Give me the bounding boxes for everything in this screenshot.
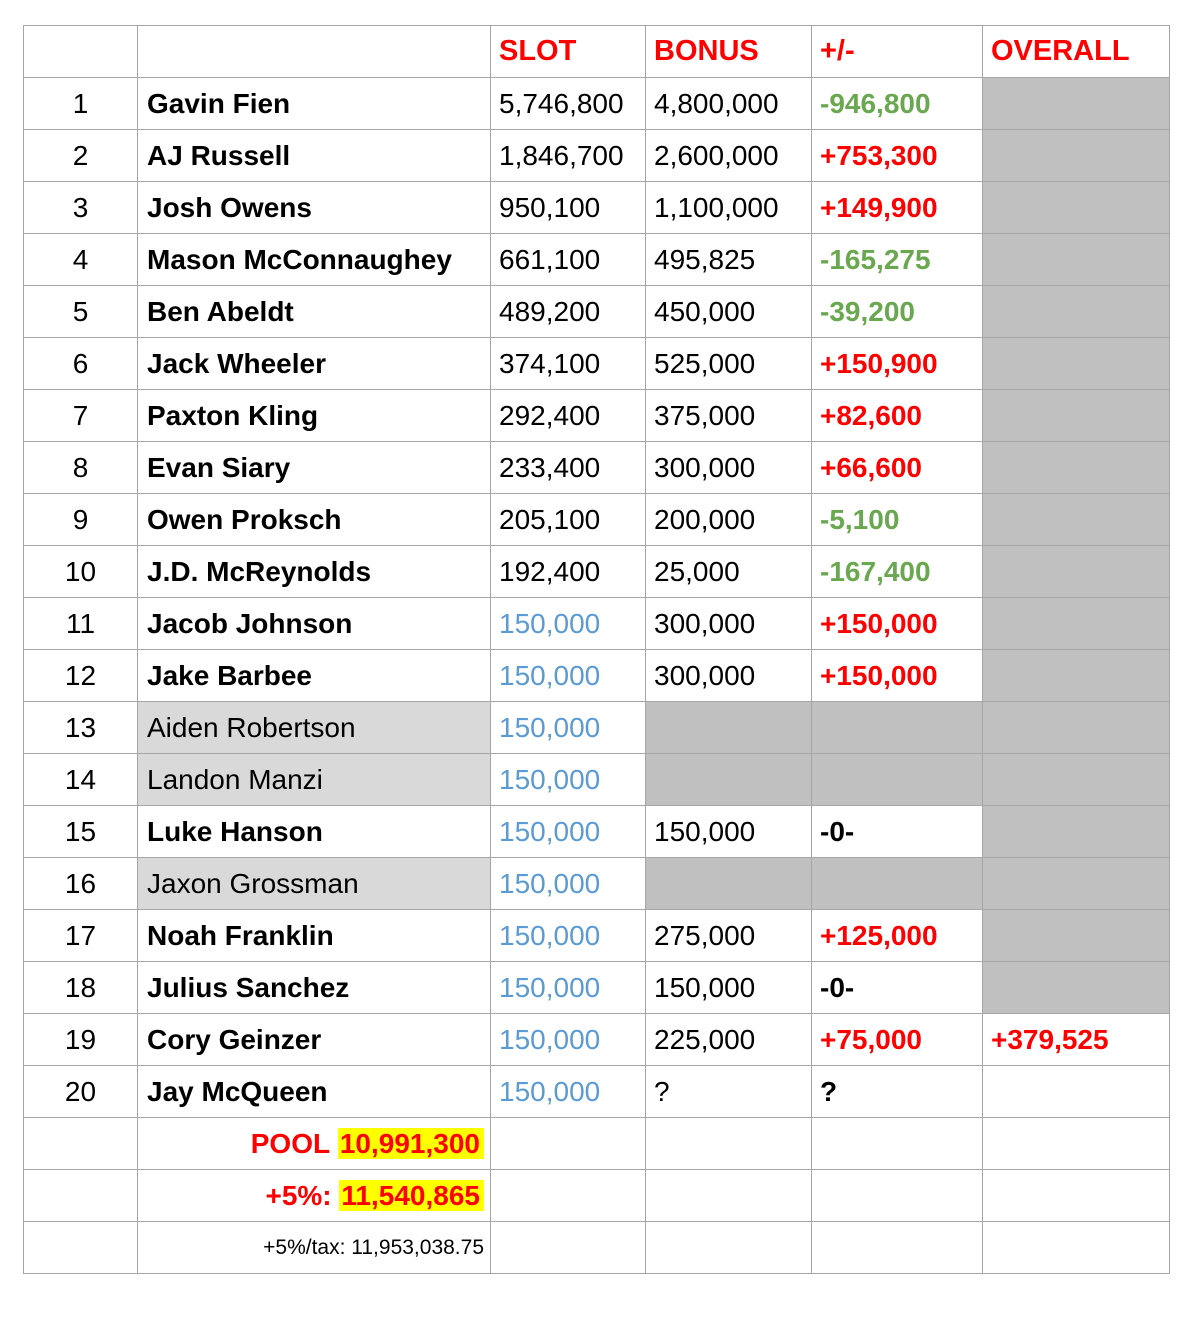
- diff-value: [812, 754, 983, 806]
- player-name: Paxton Kling: [138, 390, 491, 442]
- player-name: Mason McConnaughey: [138, 234, 491, 286]
- pick-number: 2: [24, 130, 138, 182]
- summary-blank: [812, 1222, 983, 1274]
- player-name: Julius Sanchez: [138, 962, 491, 1014]
- slot-value: 205,100: [491, 494, 646, 546]
- overall-value: [983, 962, 1170, 1014]
- slot-value: 150,000: [491, 702, 646, 754]
- bonus-value: [646, 754, 812, 806]
- diff-value: -165,275: [812, 234, 983, 286]
- overall-value: [983, 494, 1170, 546]
- player-name: Jake Barbee: [138, 650, 491, 702]
- overall-value: [983, 78, 1170, 130]
- slot-value: 150,000: [491, 754, 646, 806]
- pick-number: 7: [24, 390, 138, 442]
- pick-number: 5: [24, 286, 138, 338]
- player-name: J.D. McReynolds: [138, 546, 491, 598]
- bonus-value: 4,800,000: [646, 78, 812, 130]
- slot-value: 661,100: [491, 234, 646, 286]
- header-pick: [24, 26, 138, 78]
- pick-number: 13: [24, 702, 138, 754]
- diff-value: +150,900: [812, 338, 983, 390]
- table-row: [24, 286, 1170, 338]
- diff-value: +66,600: [812, 442, 983, 494]
- slot-value: 374,100: [491, 338, 646, 390]
- summary-blank: [983, 1170, 1170, 1222]
- pool-label: POOL: [250, 1127, 331, 1159]
- diff-value: -946,800: [812, 78, 983, 130]
- table-row: [24, 702, 1170, 754]
- bonus-value: 300,000: [646, 598, 812, 650]
- overall-value: [983, 390, 1170, 442]
- player-name: Noah Franklin: [138, 910, 491, 962]
- table-row: [24, 910, 1170, 962]
- header-diff: +/-: [812, 26, 983, 78]
- overall-value: [983, 598, 1170, 650]
- table-row: [24, 806, 1170, 858]
- overall-value: [983, 130, 1170, 182]
- summary-blank: [812, 1118, 983, 1170]
- overall-value: [983, 234, 1170, 286]
- diff-value: +75,000: [812, 1014, 983, 1066]
- diff-value: [812, 702, 983, 754]
- player-name: Ben Abeldt: [138, 286, 491, 338]
- slot-value: 150,000: [491, 1014, 646, 1066]
- summary-blank: [491, 1170, 646, 1222]
- pick-number: 14: [24, 754, 138, 806]
- bonus-value: 450,000: [646, 286, 812, 338]
- table-row: [24, 858, 1170, 910]
- diff-value: -0-: [812, 806, 983, 858]
- pick-number: 15: [24, 806, 138, 858]
- overall-value: [983, 858, 1170, 910]
- bonus-value: 225,000: [646, 1014, 812, 1066]
- slot-value: 150,000: [491, 858, 646, 910]
- summary-row-pool: [24, 1118, 1170, 1170]
- summary-blank: [646, 1118, 812, 1170]
- bonus-value: [646, 702, 812, 754]
- slot-value: 1,846,700: [491, 130, 646, 182]
- diff-value: -5,100: [812, 494, 983, 546]
- diff-value: -167,400: [812, 546, 983, 598]
- bonus-value: 150,000: [646, 806, 812, 858]
- diff-value: +150,000: [812, 598, 983, 650]
- header-bonus: BONUS: [646, 26, 812, 78]
- slot-value: 150,000: [491, 598, 646, 650]
- player-name: Josh Owens: [138, 182, 491, 234]
- summary-row-plus5: [24, 1170, 1170, 1222]
- bonus-value: 375,000: [646, 390, 812, 442]
- table-row: [24, 962, 1170, 1014]
- overall-value: [983, 182, 1170, 234]
- slot-value: 292,400: [491, 390, 646, 442]
- slot-value: 150,000: [491, 1066, 646, 1118]
- pick-number: 20: [24, 1066, 138, 1118]
- bonus-value: 1,100,000: [646, 182, 812, 234]
- slot-value: 950,100: [491, 182, 646, 234]
- player-name: AJ Russell: [138, 130, 491, 182]
- header-name: [138, 26, 491, 78]
- table-row: [24, 130, 1170, 182]
- player-name: Jack Wheeler: [138, 338, 491, 390]
- pick-number: 19: [24, 1014, 138, 1066]
- pick-number: 6: [24, 338, 138, 390]
- plus5-label: +5%:: [265, 1179, 332, 1211]
- header-overall: OVERALL: [983, 26, 1170, 78]
- player-name: Jacob Johnson: [138, 598, 491, 650]
- bonus-value: 150,000: [646, 962, 812, 1014]
- tax-cell: +5%/tax: 11,953,038.75: [138, 1222, 491, 1274]
- summary-blank: [646, 1170, 812, 1222]
- overall-value: [983, 650, 1170, 702]
- player-name: Jay McQueen: [138, 1066, 491, 1118]
- player-name: Aiden Robertson: [138, 702, 491, 754]
- overall-value: [983, 754, 1170, 806]
- overall-value: [983, 806, 1170, 858]
- pick-number: 8: [24, 442, 138, 494]
- diff-value: +149,900: [812, 182, 983, 234]
- pick-number: 17: [24, 910, 138, 962]
- bonus-value: [646, 858, 812, 910]
- table-row: [24, 182, 1170, 234]
- slot-value: 233,400: [491, 442, 646, 494]
- bonus-value: 200,000: [646, 494, 812, 546]
- overall-value: [983, 442, 1170, 494]
- overall-value: [983, 910, 1170, 962]
- summary-blank: [491, 1118, 646, 1170]
- plus5-cell: [138, 1170, 491, 1222]
- summary-blank: [983, 1118, 1170, 1170]
- slot-value: 5,746,800: [491, 78, 646, 130]
- diff-value: [812, 858, 983, 910]
- summary-blank: [812, 1170, 983, 1222]
- diff-value: +753,300: [812, 130, 983, 182]
- summary-blank: [646, 1222, 812, 1274]
- slot-value: 489,200: [491, 286, 646, 338]
- pick-number: 1: [24, 78, 138, 130]
- pick-number: 10: [24, 546, 138, 598]
- table-row: [24, 494, 1170, 546]
- player-name: Gavin Fien: [138, 78, 491, 130]
- bonus-value: ?: [646, 1066, 812, 1118]
- pick-number: 12: [24, 650, 138, 702]
- table-row: [24, 650, 1170, 702]
- pool-cell: [138, 1118, 491, 1170]
- pick-number: 3: [24, 182, 138, 234]
- summary-blank: [24, 1170, 138, 1222]
- header-slot: SLOT: [491, 26, 646, 78]
- table-row: [24, 338, 1170, 390]
- overall-value: [983, 1066, 1170, 1118]
- bonus-value: 25,000: [646, 546, 812, 598]
- pick-number: 4: [24, 234, 138, 286]
- bonus-value: 495,825: [646, 234, 812, 286]
- table-row: [24, 1014, 1170, 1066]
- bonus-value: 300,000: [646, 442, 812, 494]
- bonus-value: 525,000: [646, 338, 812, 390]
- slot-value: 192,400: [491, 546, 646, 598]
- player-name: Landon Manzi: [138, 754, 491, 806]
- table-row: [24, 754, 1170, 806]
- draft-bonus-table: [23, 25, 1170, 1274]
- diff-value: +82,600: [812, 390, 983, 442]
- header-row: [24, 26, 1170, 78]
- bonus-value: 2,600,000: [646, 130, 812, 182]
- slot-value: 150,000: [491, 806, 646, 858]
- pick-number: 11: [24, 598, 138, 650]
- player-name: Cory Geinzer: [138, 1014, 491, 1066]
- table-row: [24, 390, 1170, 442]
- player-name: Jaxon Grossman: [138, 858, 491, 910]
- overall-value: [983, 702, 1170, 754]
- overall-value: [983, 286, 1170, 338]
- summary-blank: [24, 1118, 138, 1170]
- player-name: Luke Hanson: [138, 806, 491, 858]
- table-row: [24, 234, 1170, 286]
- diff-value: ?: [812, 1066, 983, 1118]
- slot-value: 150,000: [491, 962, 646, 1014]
- pick-number: 16: [24, 858, 138, 910]
- plus5-value: 11,540,865: [339, 1180, 484, 1211]
- player-name: Evan Siary: [138, 442, 491, 494]
- summary-blank: [24, 1222, 138, 1274]
- player-name: Owen Proksch: [138, 494, 491, 546]
- summary-row-tax: [24, 1222, 1170, 1274]
- bonus-value: 275,000: [646, 910, 812, 962]
- pick-number: 9: [24, 494, 138, 546]
- table-row: [24, 546, 1170, 598]
- diff-value: +150,000: [812, 650, 983, 702]
- diff-value: -39,200: [812, 286, 983, 338]
- table-row: [24, 78, 1170, 130]
- pick-number: 18: [24, 962, 138, 1014]
- summary-blank: [983, 1222, 1170, 1274]
- diff-value: +125,000: [812, 910, 983, 962]
- table-row: [24, 598, 1170, 650]
- summary-blank: [491, 1222, 646, 1274]
- pool-value: 10,991,300: [338, 1128, 484, 1159]
- overall-value: +379,525: [983, 1014, 1170, 1066]
- overall-value: [983, 546, 1170, 598]
- diff-value: -0-: [812, 962, 983, 1014]
- slot-value: 150,000: [491, 650, 646, 702]
- table-row: [24, 1066, 1170, 1118]
- bonus-value: 300,000: [646, 650, 812, 702]
- table-row: [24, 442, 1170, 494]
- slot-value: 150,000: [491, 910, 646, 962]
- overall-value: [983, 338, 1170, 390]
